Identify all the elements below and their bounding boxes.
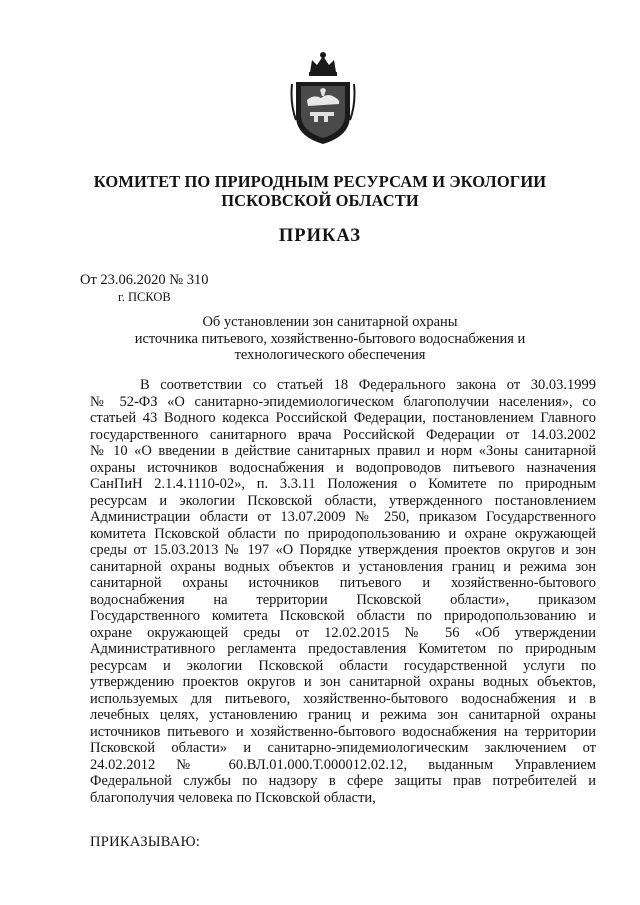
- document-subject: [100, 314, 560, 364]
- body-line: № 10 «О введении в действие санитарных правил и норм «Зоны санитарной: [90, 443, 596, 459]
- organization-title-line-1: КОМИТЕТ ПО ПРИРОДНЫМ РЕСУРСАМ И ЭКОЛОГИИ: [93, 172, 547, 191]
- body-line: Администрации области от 13.07.2009 № 250, приказом Государственного: [90, 509, 596, 525]
- body-line: используемых для питьевого, хозяйственно-бытового водоснабжения и в: [90, 690, 596, 707]
- body-line: комитета Псковской области по природопользованию и охране окружающей: [90, 525, 596, 542]
- city: г. ПСКОВ: [118, 290, 171, 304]
- document-meta: [80, 272, 209, 306]
- subject-line: источника питьевого, хозяйственно-бытового водоснабжения и: [134, 330, 526, 347]
- body-line: охраны источников водоснабжения и водопроводов питьевого назначения: [90, 459, 596, 476]
- body-line: санитарной охраны источников питьевого и хозяйственно-бытового: [90, 575, 596, 591]
- body-line: утверждению проектов округов и зон санитарной охраны водных объектов,: [90, 674, 596, 690]
- body-line: среды от 15.03.2013 № 197 «О Порядке утверждения проектов округов и зон: [90, 542, 596, 558]
- body-line: санитарной охраны водных объектов и установления границ и режима зон: [90, 558, 596, 575]
- body-line: Федеральной службы по надзору в сфере защиты прав потребителей и: [90, 773, 596, 789]
- body-line: ресурсам и экологии Псковской области, утвержденного постановлением: [90, 492, 596, 509]
- body-line: источников питьевого и хозяйственно-бытового водоснабжения на территории: [90, 723, 596, 740]
- body-line: В соответствии со статьей 18 Федерального закона от 30.03.1999: [140, 377, 596, 393]
- body-line: Административного регламента предоставления Комитетом по природным: [90, 641, 596, 657]
- body-line: Государственного комитета Псковской области по природопользованию и: [90, 608, 596, 624]
- body-line: водоснабжения на территории Псковской области», приказом: [90, 591, 596, 608]
- pskov-coat-of-arms-icon: [290, 50, 356, 146]
- date-and-number: От 23.06.2020 № 310: [80, 272, 209, 288]
- body-line: государственного санитарного врача Российской Федерации от 14.03.2002: [90, 426, 596, 443]
- subject-line: Об установлении зон санитарной охраны: [202, 314, 458, 330]
- decree-heading: ПРИКАЗЫВАЮ:: [90, 834, 201, 850]
- body-line: № 52-ФЗ «О санитарно-эпидемиологическом благополучии населения», со: [90, 393, 596, 410]
- body-line: благополучия человека по Псковской области,: [90, 789, 376, 806]
- document-type: ПРИКАЗ: [278, 226, 362, 246]
- organization-title: [0, 172, 640, 210]
- body-line: статьей 43 Водного кодекса Российской Федерации, постановлением Главного: [90, 410, 596, 426]
- body-line: охране окружающей среды от 12.02.2015 № 56 «Об утверждении: [90, 624, 596, 641]
- document-body: [90, 377, 596, 806]
- body-line: Псковской области» и санитарно-эпидемиологическим заключением от: [90, 740, 596, 756]
- body-line: 24.02.2012 № 60.ВЛ.01.000.Т.000012.02.12, выданным Управлением: [90, 756, 596, 773]
- subject-line: технологического обеспечения: [234, 347, 426, 363]
- body-line: СанПиН 2.1.4.1110-02», п. 3.3.11 Положения о Комитете по природным: [90, 476, 596, 492]
- organization-title-line-2: ПСКОВСКОЙ ОБЛАСТИ: [221, 191, 419, 210]
- body-line: лечебных целях, установлению границ и режима зон санитарной охраны: [90, 707, 596, 723]
- body-line: ресурсам и экологии Псковской области государственной услуги по: [90, 657, 596, 674]
